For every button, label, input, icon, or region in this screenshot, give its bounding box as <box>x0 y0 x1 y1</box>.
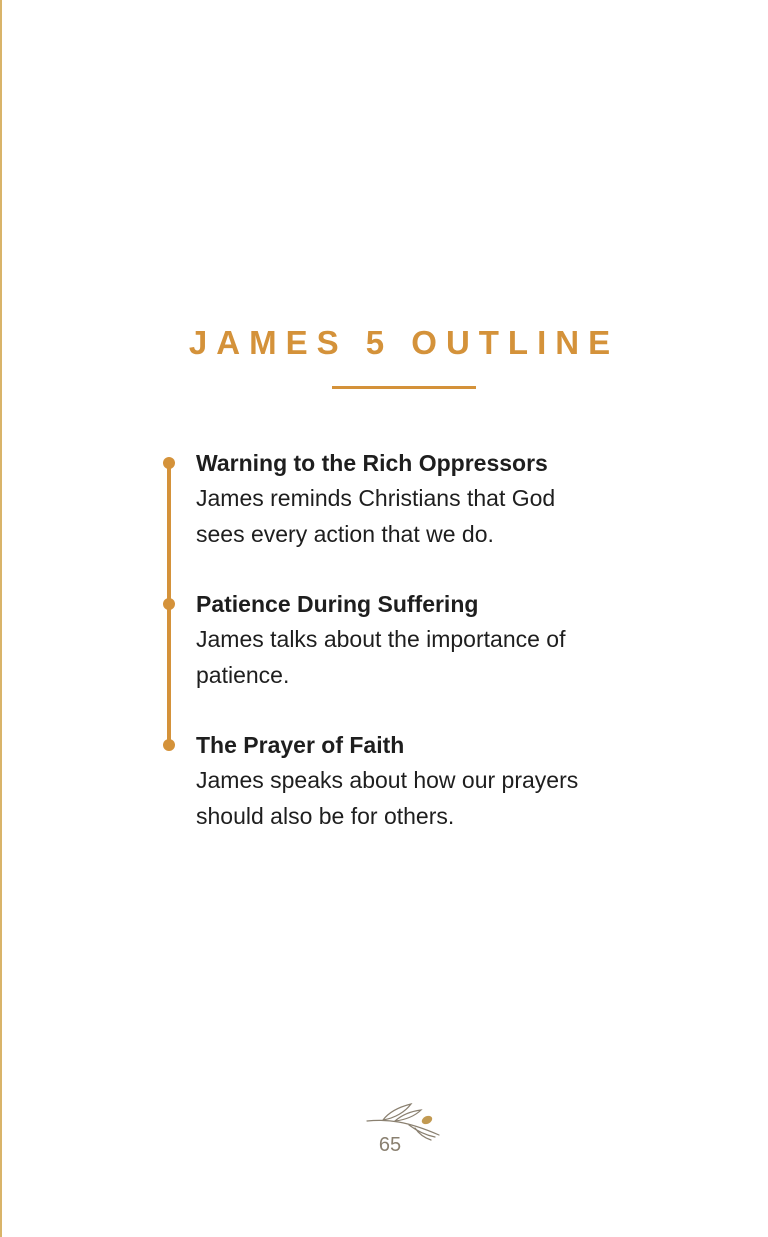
outline-item-text-line: should also be for others. <box>196 802 455 829</box>
outline-item-heading: Patience During Suffering <box>196 591 479 617</box>
page-title: JAMES 5 OUTLINE <box>188 324 620 361</box>
timeline-dot-1 <box>163 457 175 469</box>
outline-item-text-line: patience. <box>196 661 290 688</box>
timeline-dot-2 <box>163 598 175 610</box>
page-edge-line <box>0 0 2 1237</box>
timeline-dot-3 <box>163 739 175 751</box>
outline-item-1 <box>196 446 666 552</box>
page-number: 65 <box>378 1134 402 1156</box>
outline-item-3 <box>196 728 666 834</box>
outline-item-text-line: sees every action that we do. <box>196 520 494 547</box>
outline-item-text-line: James talks about the importance of <box>196 626 566 652</box>
outline-item-text-line: James reminds Christians that God <box>196 485 556 511</box>
outline-item-heading: The Prayer of Faith <box>196 732 405 758</box>
title-underline <box>332 386 476 389</box>
outline-item-2 <box>196 587 666 693</box>
outline-item-heading: Warning to the Rich Oppressors <box>196 450 548 476</box>
outline-item-text-line: James speaks about how our prayers <box>196 767 579 793</box>
